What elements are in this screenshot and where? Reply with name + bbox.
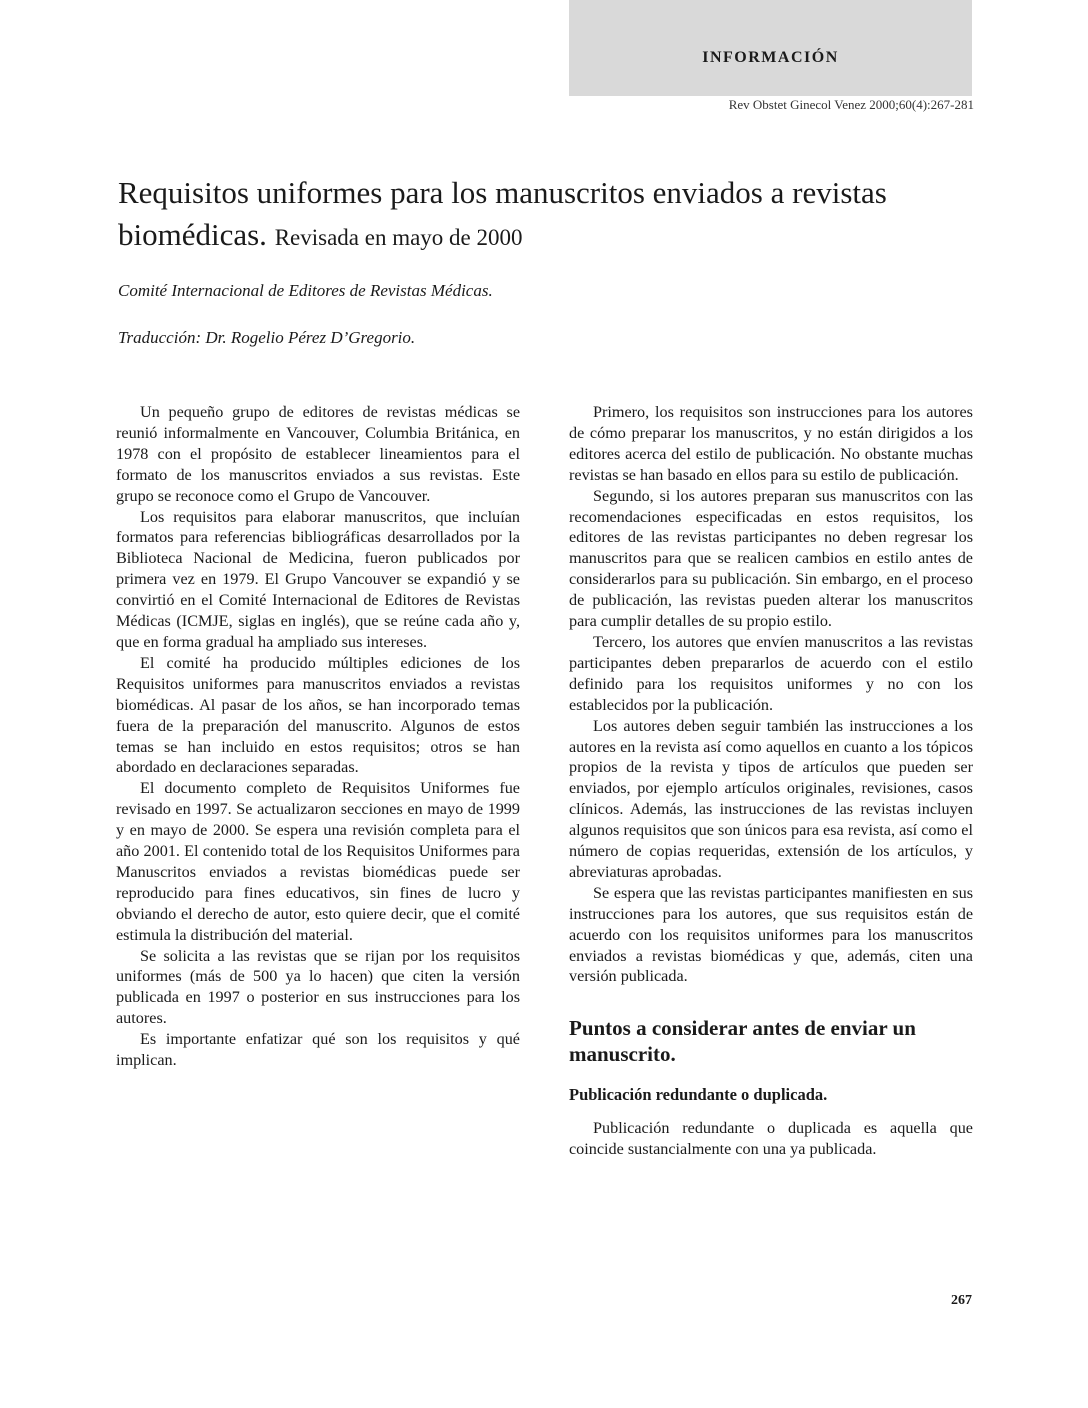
body-paragraph: Un pequeño grupo de editores de revistas médicas se reunió informalmente en Vancouver, Columbia Británica, en 1978 con el propósito de establecer lineamientos para el formato de los manuscritos enviados a sus revistas. Este grupo se reconoce como el Grupo de Vancouver. (116, 403, 520, 505)
article-title-main: Requisitos uniformes para los manuscritos enviados a revistas biomédicas. (118, 175, 887, 252)
body-paragraph: Tercero, los autores que envíen manuscritos a las revistas participantes deben prepararlos de acuerdo con el estilo definido para los requisitos uniformes y no con los establecidos por la publicación. (569, 632, 973, 714)
page-number: 267 (951, 1293, 972, 1308)
section-header-band (569, 0, 972, 96)
subsection-heading: Publicación redundante o duplicada. (569, 1085, 828, 1105)
body-paragraph: Es importante enfatizar qué son los requisitos y qué implican. (116, 1030, 520, 1070)
body-paragraph: Publicación redundante o duplicada es aquella que coincide sustancialmente con una ya publicada. (569, 1119, 973, 1159)
article-subtitle: Revisada en mayo de 2000 (274, 225, 523, 250)
body-paragraph: El comité ha producido múltiples ediciones de los Requisitos uniformes para manuscritos enviados a revistas biomédicas. Al pasar de los años, se han incorporado temas fuera de la preparación del manuscrito. Algunos de estos temas se han incluido en estos requisitos; otros se han abordado en declaraciones separadas. (116, 653, 520, 777)
section-label: INFORMACIÓN (702, 49, 839, 66)
right-column (569, 402, 973, 1160)
section-heading: Puntos a considerar antes de enviar un manuscrito. (569, 1016, 916, 1067)
body-paragraph: Segundo, si los autores preparan sus manuscritos con las recomendaciones especificadas en estos requisitos, los editores de las revistas participantes no deben regresar los manuscritos para que se realicen cambios en estilo antes de considerarlos para su publicación. Sin embargo, en el proceso de publicación, las revistas pueden alterar los manuscritos para cumplir detalles de su propio estilo. (569, 486, 973, 631)
journal-citation: Rev Obstet Ginecol Venez 2000;60(4):267-281 (728, 97, 974, 112)
article-authors: Comité Internacional de Editores de Revistas Médicas. (118, 281, 493, 300)
body-paragraph: Los requisitos para elaborar manuscritos, que incluían formatos para referencias bibliográficas desarrollados por la Biblioteca Nacional de Medicina, fueron publicados por primera vez en 1979. El Grupo Vancouver se expandió y se convirtió en el Comité Internacional de Editores de Revistas Médicas (ICMJE, siglas en inglés), que se reúne cada año y, que en forma gradual ha ampliado sus intereses. (116, 507, 520, 651)
left-column (116, 402, 520, 1071)
body-paragraph: Se espera que las revistas participantes manifiesten en sus instrucciones para los autores, que sus requisitos están de acuerdo con los requisitos uniformes para los manuscritos enviados a revistas biomédicas y que, además, citen una versión publicada. (569, 883, 973, 986)
article-title (118, 172, 978, 259)
body-paragraph: Los autores deben seguir también las instrucciones a los autores en la revista así como aquellos en cuanto a los tópicos propios de la revista y tipos de artículos que pueden ser enviados, por ejemplo artículos originales, revisiones, casos clínicos. Además, las instrucciones de las revistas incluyen algunos requisitos que son únicos para esa revista, así como el número de copias requeridas, extensión de los artículos, y abreviaturas aprobadas. (569, 716, 973, 881)
body-paragraph: Primero, los requisitos son instrucciones para los autores de cómo preparar los manuscritos, y no están dirigidos a los editores acerca del estilo de publicación. No obstante muchas revistas se han basado en ellos para su estilo de publicación. (569, 403, 973, 484)
body-paragraph: El documento completo de Requisitos Uniformes fue revisado en 1997. Se actualizaron secciones en mayo de 1999 y en mayo de 2000. Se espera una revisión completa para el año 2001. El contenido total de los Requisitos Uniformes para Manuscritos enviados a revistas biomédicas puede ser reproducido para fines educativos, sin fines de lucro y obviando el derecho de autor, esto quiere decir, que el comité estimula la distribución del material. (116, 779, 520, 944)
article-translation-credit: Traducción: Dr. Rogelio Pérez D’Gregorio. (118, 328, 416, 347)
body-paragraph: Se solicita a las revistas que se rijan por los requisitos uniformes (más de 500 ya lo hacen) que citen la versión publicada en 1997 o posterior en sus instrucciones para los autores. (116, 946, 520, 1028)
